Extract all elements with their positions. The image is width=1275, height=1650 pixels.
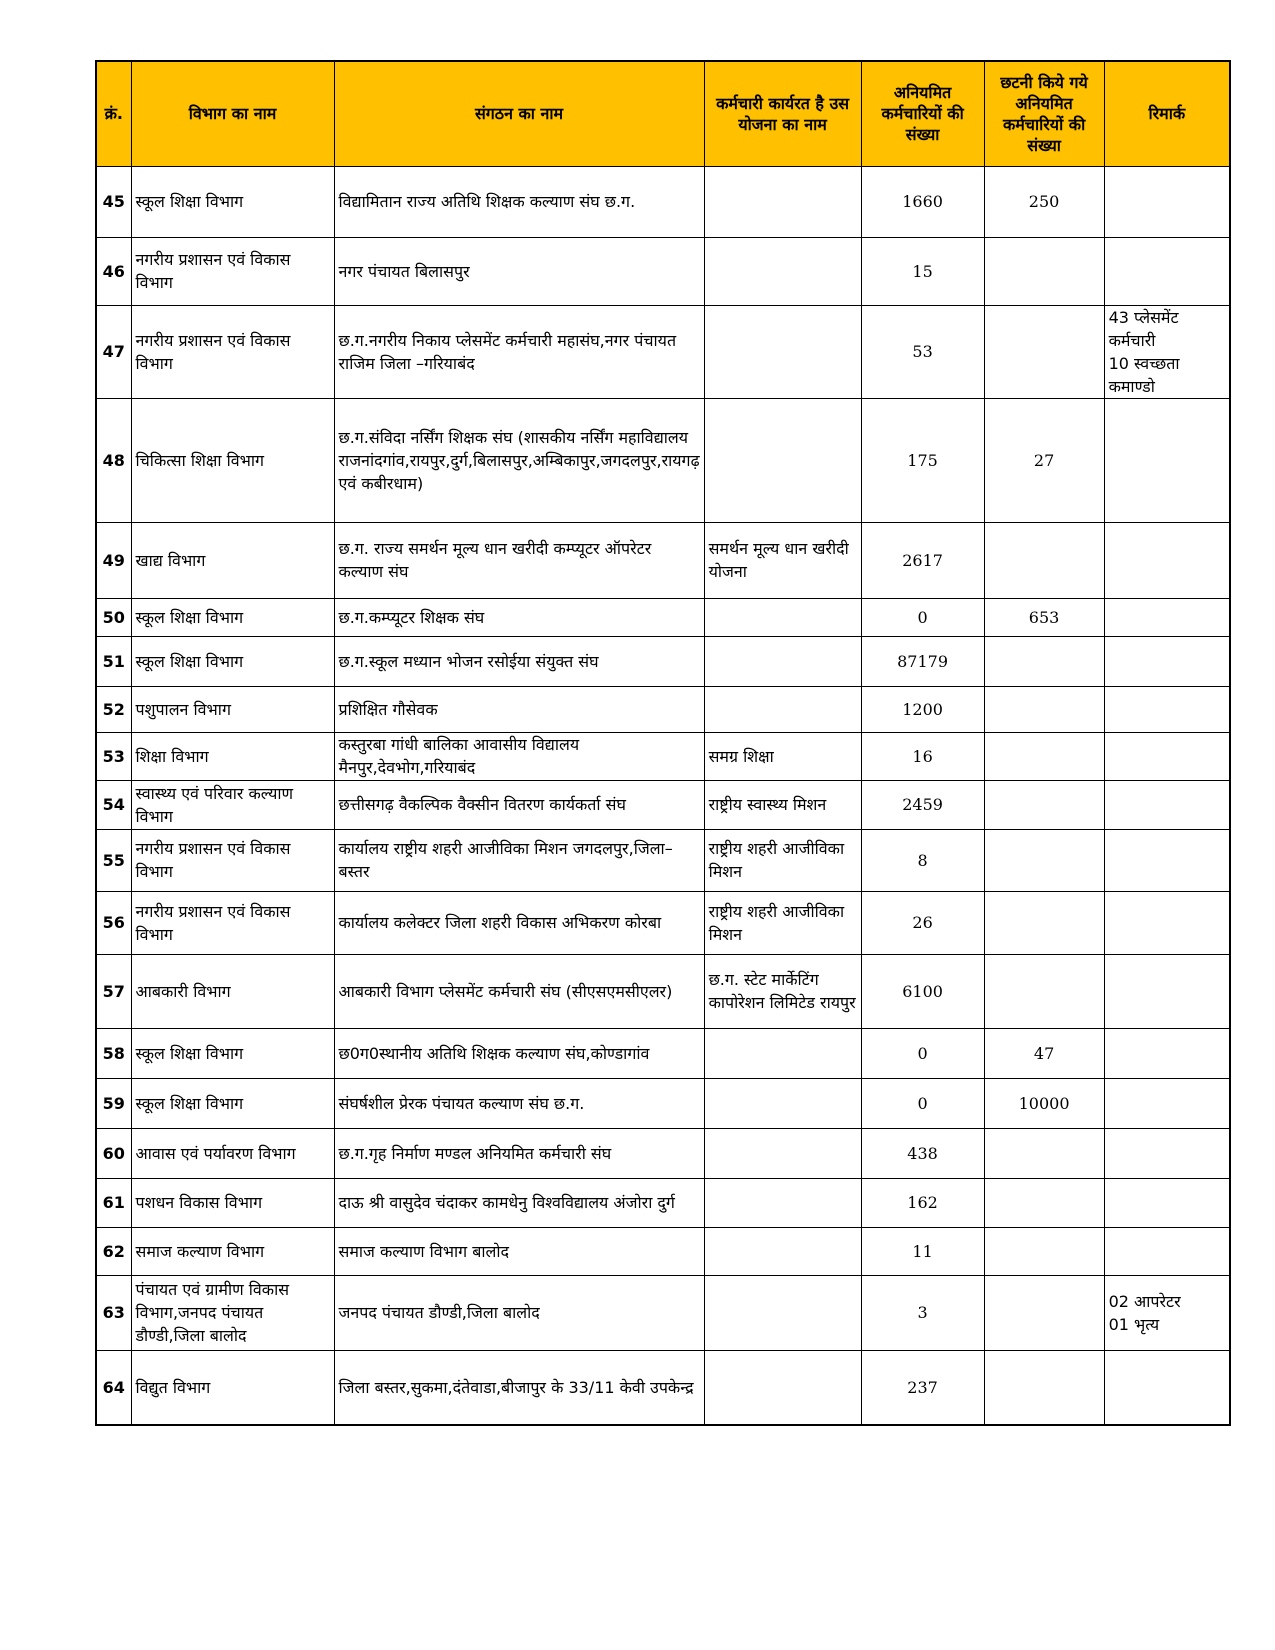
cell-count: 1660 xyxy=(861,166,984,237)
cell-org: छ.ग. राज्य समर्थन मूल्य धान खरीदी कम्प्यूटर ऑपरेटर कल्याण संघ xyxy=(334,522,704,598)
cell-org: छ.ग.स्कूल मध्यान भोजन रसोईया संयुक्त संघ xyxy=(334,636,704,686)
cell-remark xyxy=(1104,686,1230,732)
cell-count: 53 xyxy=(861,305,984,398)
cell-count: 87179 xyxy=(861,636,984,686)
cell-sn: 56 xyxy=(96,891,131,954)
cell-sn: 45 xyxy=(96,166,131,237)
cell-scheme: समग्र शिक्षा xyxy=(704,732,861,780)
cell-count: 0 xyxy=(861,598,984,636)
cell-count: 1200 xyxy=(861,686,984,732)
cell-remark xyxy=(1104,780,1230,829)
table-row xyxy=(96,954,1230,1028)
cell-scheme xyxy=(704,166,861,237)
cell-sn: 62 xyxy=(96,1227,131,1275)
cell-scheme xyxy=(704,1350,861,1425)
cell-org: समाज कल्याण विभाग बालोद xyxy=(334,1227,704,1275)
table-row xyxy=(96,522,1230,598)
cell-dept: स्कूल शिक्षा विभाग xyxy=(131,166,334,237)
cell-remark xyxy=(1104,1350,1230,1425)
table-row xyxy=(96,829,1230,891)
cell-sn: 47 xyxy=(96,305,131,398)
cell-dept: स्वास्थ्य एवं परिवार कल्याण विभाग xyxy=(131,780,334,829)
cell-dept: पशधन विकास विभाग xyxy=(131,1178,334,1227)
cell-scheme xyxy=(704,686,861,732)
cell-scheme xyxy=(704,1078,861,1128)
cell-scheme xyxy=(704,237,861,305)
cell-scheme: राष्ट्रीय स्वास्थ्य मिशन xyxy=(704,780,861,829)
cell-scheme xyxy=(704,1227,861,1275)
cell-scheme xyxy=(704,305,861,398)
cell-retrenched xyxy=(984,1227,1104,1275)
cell-scheme: राष्ट्रीय शहरी आजीविका मिशन xyxy=(704,891,861,954)
cell-sn: 49 xyxy=(96,522,131,598)
cell-retrenched: 653 xyxy=(984,598,1104,636)
cell-remark xyxy=(1104,166,1230,237)
cell-remark xyxy=(1104,398,1230,522)
cell-scheme xyxy=(704,1275,861,1350)
table-row xyxy=(96,891,1230,954)
cell-remark xyxy=(1104,1227,1230,1275)
table-row xyxy=(96,1227,1230,1275)
table-row xyxy=(96,1078,1230,1128)
cell-sn: 59 xyxy=(96,1078,131,1128)
cell-sn: 50 xyxy=(96,598,131,636)
cell-scheme xyxy=(704,1028,861,1078)
cell-retrenched xyxy=(984,237,1104,305)
cell-sn: 46 xyxy=(96,237,131,305)
cell-dept: शिक्षा विभाग xyxy=(131,732,334,780)
cell-remark xyxy=(1104,954,1230,1028)
cell-count: 237 xyxy=(861,1350,984,1425)
cell-count: 16 xyxy=(861,732,984,780)
cell-count: 2617 xyxy=(861,522,984,598)
header-dept: विभाग का नाम xyxy=(131,61,334,166)
cell-scheme: राष्ट्रीय शहरी आजीविका मिशन xyxy=(704,829,861,891)
cell-dept: समाज कल्याण विभाग xyxy=(131,1227,334,1275)
cell-retrenched xyxy=(984,305,1104,398)
cell-remark xyxy=(1104,1028,1230,1078)
table-row xyxy=(96,636,1230,686)
cell-org: छ0ग0स्थानीय अतिथि शिक्षक कल्याण संघ,कोण्डागांव xyxy=(334,1028,704,1078)
cell-scheme xyxy=(704,636,861,686)
cell-dept: नगरीय प्रशासन एवं विकास विभाग xyxy=(131,305,334,398)
table-row xyxy=(96,398,1230,522)
cell-retrenched xyxy=(984,780,1104,829)
cell-retrenched: 27 xyxy=(984,398,1104,522)
cell-remark: 43 प्लेसमेंट कर्मचारी 10 स्वच्छता कमाण्डो xyxy=(1104,305,1230,398)
table-row xyxy=(96,1028,1230,1078)
cell-count: 26 xyxy=(861,891,984,954)
table-row xyxy=(96,732,1230,780)
cell-org: आबकारी विभाग प्लेसमेंट कर्मचारी संघ (सीएसएमसीएलर) xyxy=(334,954,704,1028)
cell-dept: स्कूल शिक्षा विभाग xyxy=(131,1078,334,1128)
cell-sn: 53 xyxy=(96,732,131,780)
cell-retrenched xyxy=(984,686,1104,732)
header-count: अनियमित कर्मचारियों की संख्या xyxy=(861,61,984,166)
cell-sn: 63 xyxy=(96,1275,131,1350)
cell-count: 162 xyxy=(861,1178,984,1227)
cell-remark xyxy=(1104,237,1230,305)
cell-org: छ.ग.संविदा नर्सिंग शिक्षक संघ (शासकीय नर्सिंग महाविद्यालय राजनांदगांव,रायपुर,दुर्ग,बिलासपुर,अम्बिकापुर,जगदलपुर,रायगढ़ एवं कबीरधाम) xyxy=(334,398,704,522)
cell-remark xyxy=(1104,1078,1230,1128)
cell-retrenched: 250 xyxy=(984,166,1104,237)
cell-sn: 48 xyxy=(96,398,131,522)
table-row xyxy=(96,305,1230,398)
cell-sn: 55 xyxy=(96,829,131,891)
cell-scheme: छ.ग. स्टेट मार्केटिंग कापोरेशन लिमिटेड रायपुर xyxy=(704,954,861,1028)
cell-retrenched xyxy=(984,732,1104,780)
cell-remark xyxy=(1104,732,1230,780)
table-row xyxy=(96,686,1230,732)
cell-count: 8 xyxy=(861,829,984,891)
cell-org: कस्तुरबा गांधी बालिका आवासीय विद्यालय मैनपुर,देवभोग,गरियाबंद xyxy=(334,732,704,780)
cell-sn: 52 xyxy=(96,686,131,732)
cell-org: प्रशिक्षित गौसेवक xyxy=(334,686,704,732)
cell-dept: विद्युत विभाग xyxy=(131,1350,334,1425)
table-body xyxy=(96,166,1230,1425)
cell-retrenched xyxy=(984,1350,1104,1425)
cell-remark: 02 आपरेटर 01 भृत्य xyxy=(1104,1275,1230,1350)
cell-retrenched xyxy=(984,891,1104,954)
cell-sn: 57 xyxy=(96,954,131,1028)
cell-sn: 64 xyxy=(96,1350,131,1425)
cell-count: 15 xyxy=(861,237,984,305)
cell-org: कार्यालय कलेक्टर जिला शहरी विकास अभिकरण कोरबा xyxy=(334,891,704,954)
cell-count: 175 xyxy=(861,398,984,522)
cell-org: संघर्षशील प्रेरक पंचायत कल्याण संघ छ.ग. xyxy=(334,1078,704,1128)
cell-sn: 54 xyxy=(96,780,131,829)
cell-org: कार्यालय राष्ट्रीय शहरी आजीविका मिशन जगदलपुर,जिला–बस्तर xyxy=(334,829,704,891)
employee-table xyxy=(95,60,1231,1426)
cell-remark xyxy=(1104,1128,1230,1178)
cell-retrenched xyxy=(984,829,1104,891)
cell-count: 438 xyxy=(861,1128,984,1178)
cell-remark xyxy=(1104,1178,1230,1227)
header-scheme: कर्मचारी कार्यरत है उस योजना का नाम xyxy=(704,61,861,166)
cell-sn: 51 xyxy=(96,636,131,686)
cell-retrenched: 10000 xyxy=(984,1078,1104,1128)
cell-dept: आबकारी विभाग xyxy=(131,954,334,1028)
cell-count: 2459 xyxy=(861,780,984,829)
cell-org: विद्यामितान राज्य अतिथि शिक्षक कल्याण संघ छ.ग. xyxy=(334,166,704,237)
cell-org: छत्तीसगढ़ वैकल्पिक वैक्सीन वितरण कार्यकर्ता संघ xyxy=(334,780,704,829)
cell-dept: स्कूल शिक्षा विभाग xyxy=(131,636,334,686)
cell-org: छ.ग.गृह निर्माण मण्डल अनियमित कर्मचारी संघ xyxy=(334,1128,704,1178)
cell-dept: खाद्य विभाग xyxy=(131,522,334,598)
cell-retrenched xyxy=(984,1128,1104,1178)
table-row xyxy=(96,1178,1230,1227)
cell-count: 11 xyxy=(861,1227,984,1275)
header-retrenched: छटनी किये गये अनियमित कर्मचारियों की संख्या xyxy=(984,61,1104,166)
table-row xyxy=(96,1350,1230,1425)
cell-retrenched xyxy=(984,954,1104,1028)
table-row xyxy=(96,166,1230,237)
cell-dept: नगरीय प्रशासन एवं विकास विभाग xyxy=(131,891,334,954)
table-row xyxy=(96,1128,1230,1178)
cell-count: 0 xyxy=(861,1078,984,1128)
cell-sn: 58 xyxy=(96,1028,131,1078)
cell-scheme: समर्थन मूल्य धान खरीदी योजना xyxy=(704,522,861,598)
cell-dept: स्कूल शिक्षा विभाग xyxy=(131,1028,334,1078)
cell-dept: पशुपालन विभाग xyxy=(131,686,334,732)
cell-remark xyxy=(1104,829,1230,891)
cell-dept: पंचायत एवं ग्रामीण विकास विभाग,जनपद पंचायत डौण्डी,जिला बालोद xyxy=(131,1275,334,1350)
cell-dept: चिकित्सा शिक्षा विभाग xyxy=(131,398,334,522)
cell-count: 6100 xyxy=(861,954,984,1028)
table-row xyxy=(96,598,1230,636)
cell-org: दाऊ श्री वासुदेव चंदाकर कामधेनु विश्वविद्यालय अंजोरा दुर्ग xyxy=(334,1178,704,1227)
cell-scheme xyxy=(704,598,861,636)
cell-count: 0 xyxy=(861,1028,984,1078)
cell-remark xyxy=(1104,598,1230,636)
cell-remark xyxy=(1104,636,1230,686)
cell-retrenched xyxy=(984,1275,1104,1350)
header-sn: क्रं. xyxy=(96,61,131,166)
cell-dept: स्कूल शिक्षा विभाग xyxy=(131,598,334,636)
cell-scheme xyxy=(704,398,861,522)
header-remark: रिमार्क xyxy=(1104,61,1230,166)
cell-dept: नगरीय प्रशासन एवं विकास विभाग xyxy=(131,829,334,891)
header-row xyxy=(96,61,1230,166)
cell-count: 3 xyxy=(861,1275,984,1350)
cell-retrenched xyxy=(984,1178,1104,1227)
cell-sn: 61 xyxy=(96,1178,131,1227)
cell-retrenched xyxy=(984,636,1104,686)
cell-retrenched xyxy=(984,522,1104,598)
table-row xyxy=(96,1275,1230,1350)
cell-dept: आवास एवं पर्यावरण विभाग xyxy=(131,1128,334,1178)
table-row xyxy=(96,237,1230,305)
cell-org: नगर पंचायत बिलासपुर xyxy=(334,237,704,305)
cell-scheme xyxy=(704,1178,861,1227)
cell-sn: 60 xyxy=(96,1128,131,1178)
cell-org: जिला बस्तर,सुकमा,दंतेवाडा,बीजापुर के 33/11 केवी उपकेन्द्र xyxy=(334,1350,704,1425)
cell-retrenched: 47 xyxy=(984,1028,1104,1078)
cell-org: छ.ग.कम्प्यूटर शिक्षक संघ xyxy=(334,598,704,636)
cell-scheme xyxy=(704,1128,861,1178)
header-org: संगठन का नाम xyxy=(334,61,704,166)
cell-org: जनपद पंचायत डौण्डी,जिला बालोद xyxy=(334,1275,704,1350)
cell-dept: नगरीय प्रशासन एवं विकास विभाग xyxy=(131,237,334,305)
table-row xyxy=(96,780,1230,829)
cell-remark xyxy=(1104,522,1230,598)
cell-remark xyxy=(1104,891,1230,954)
cell-org: छ.ग.नगरीय निकाय प्लेसमेंट कर्मचारी महासंघ,नगर पंचायत राजिम जिला –गरियाबंद xyxy=(334,305,704,398)
